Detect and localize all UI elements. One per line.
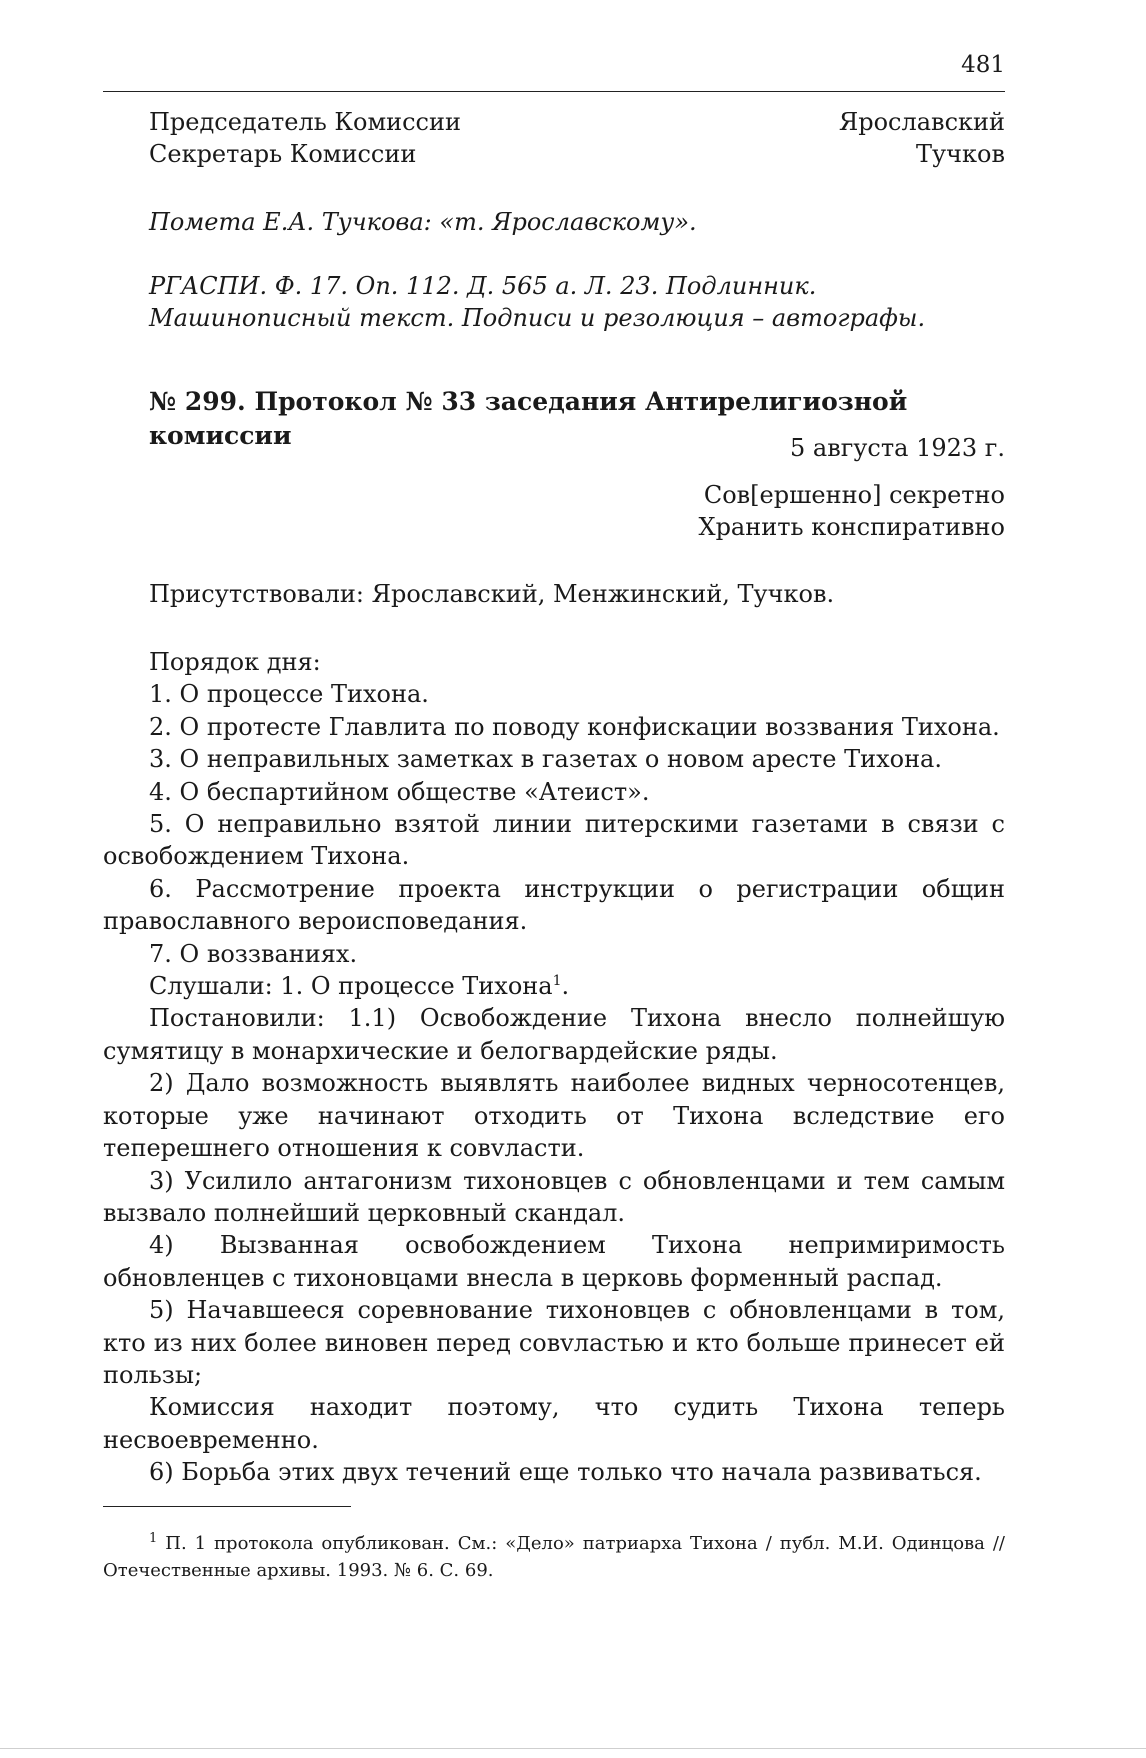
signature-row	[103, 138, 1005, 170]
classification-line: Сов[ершенно] секретно	[703, 481, 1005, 509]
footnote	[103, 1530, 1005, 1584]
footnote-rule	[103, 1506, 351, 1507]
agenda-item: 7. О воззваниях.	[149, 939, 358, 968]
resolution-paragraph: Комиссия находит поэтому, что судить Тихона теперь несвоевременно.	[103, 1393, 1005, 1454]
protocol-body	[103, 646, 1005, 1489]
archive-line: РГАСПИ. Ф. 17. Оп. 112. Д. 565 а. Л. 23. Подлинник.	[149, 272, 817, 300]
resolution-paragraph: 6) Борьба этих двух течений еще только что начала развиваться.	[149, 1458, 982, 1487]
footnote-mark: 1	[149, 1531, 158, 1546]
resolution-paragraph: 2) Дало возможность выявлять наиболее видных черносотенцев, которые уже начинают отходить от Тихона вследствие его теперешнего отношения к совvласти.	[103, 1069, 1005, 1163]
classification-block	[103, 479, 1005, 543]
agenda-item: 4. О беспартийном обществе «Атеист».	[149, 777, 650, 806]
note-text: Помета Е.А. Тучкова: «т. Ярославскому».	[149, 208, 697, 236]
footnote-text: П. 1 протокола опубликован. См.: «Дело» патриарха Тихона / публ. М.И. Одинцова // Отечественные архивы. 1993. № 6. С. 69.	[103, 1533, 1005, 1581]
document-meta	[103, 432, 1005, 464]
scan-edge	[0, 1748, 1146, 1749]
attendance	[103, 578, 1005, 610]
document-date: 5 августа 1923 г.	[790, 434, 1005, 462]
footnote-reference[interactable]: 1	[552, 973, 562, 990]
agenda-item: 5. О неправильно взятой линии питерскими газетами в связи с освобождением Тихона.	[103, 810, 1005, 871]
resolution-paragraph: 4) Вызванная освобождением Тихона непримиримость обновленцев с тихоновцами внесла в церковь форменный распад.	[103, 1231, 1005, 1292]
signature-row	[103, 106, 1005, 138]
agenda-heading: Порядок дня:	[149, 648, 321, 676]
signature-role: Председатель Комиссии	[149, 108, 461, 136]
signature-name: Ярославский	[838, 108, 1005, 136]
annotation-note	[103, 206, 1005, 238]
signature-role: Секретарь Комиссии	[149, 140, 417, 168]
heard-line	[103, 970, 1005, 1002]
archive-line: Машинописный текст. Подписи и резолюция – автографы.	[149, 304, 926, 332]
classification-line: Хранить конспиративно	[698, 513, 1005, 541]
document-title: № 299. Протокол № 33 заседания Антирелигиозной комиссии	[149, 387, 908, 450]
page-number: 481	[961, 52, 1005, 78]
header-rule	[103, 91, 1005, 92]
resolution-paragraph: Постановили: 1.1) Освобождение Тихона внесло полнейшую сумятицу в монархические и белогвардейские ряды.	[103, 1004, 1005, 1065]
resolution-paragraph: 3) Усилило антагонизм тихоновцев с обновленцами и тем самым вызвало полнейший церковный скандал.	[103, 1166, 1005, 1227]
agenda-item: 3. О неправильных заметках в газетах о новом аресте Тихона.	[149, 745, 942, 774]
agenda-item: 6. Рассмотрение проекта инструкции о регистрации общин православного вероисповедания.	[103, 874, 1005, 936]
agenda-item: 1. О процессе Тихона.	[149, 680, 429, 709]
heard-text: Слушали: 1. О процессе Тихона	[149, 972, 553, 1001]
signature-block	[103, 106, 1005, 170]
resolution-paragraph: 5) Начавшееся соревнование тихоновцев с обновленцами в том, кто из них более виновен перед совvластью и кто больше принесет ей пользы;	[103, 1296, 1005, 1389]
heard-end: .	[561, 972, 570, 1001]
archive-reference	[103, 270, 1005, 334]
agenda-item: 2. О протесте Главлита по поводу конфискации воззвания Тихона.	[149, 712, 1000, 741]
present-line: Присутствовали: Ярославский, Менжинский, Тучков.	[149, 580, 835, 608]
signature-name: Тучков	[916, 140, 1005, 168]
